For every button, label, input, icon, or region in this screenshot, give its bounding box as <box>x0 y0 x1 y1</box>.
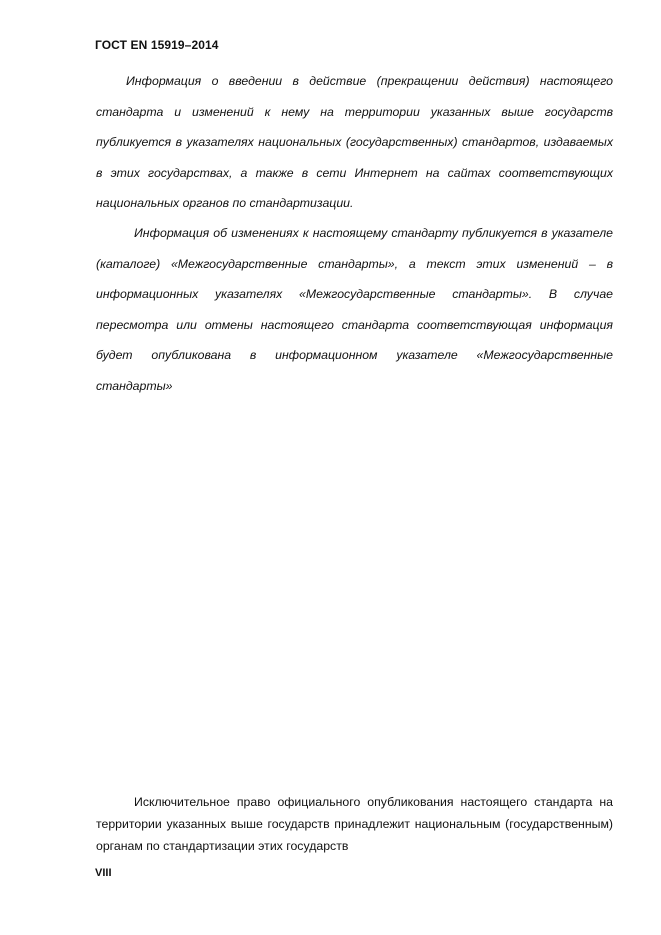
standard-designation-header: ГОСТ EN 15919–2014 <box>95 38 219 52</box>
paragraph-amendments-info: Информация об изменениях к настоящему стандарту публикуется в указателе (каталоге) «Межгосударственные стандарты», а текст этих изменений – в информационных указателях «Межгосударственные стандарты». В случае пересмотра или отмены настоящего стандарта соответствующая информация будет опубликована в информационном указателе «Межгосударственные стандарты» <box>96 226 613 393</box>
paragraph-entry-into-force-info: Информация о введении в действие (прекращении действия) настоящего стандарта и изменений к нему на территории указанных выше государств публикуется в указателях национальных (государственных) стандартов, издаваемых в этих государствах, а также в сети Интернет на сайтах соответствующих национальных органов по стандартизации. <box>96 74 613 211</box>
paragraph-exclusive-right-notice: Исключительное право официального опубликования настоящего стандарта на территории указанных выше государств принадлежит национальным (государственным) органам по стандартизации этих государств <box>96 795 613 853</box>
page-number: VIII <box>95 867 112 879</box>
